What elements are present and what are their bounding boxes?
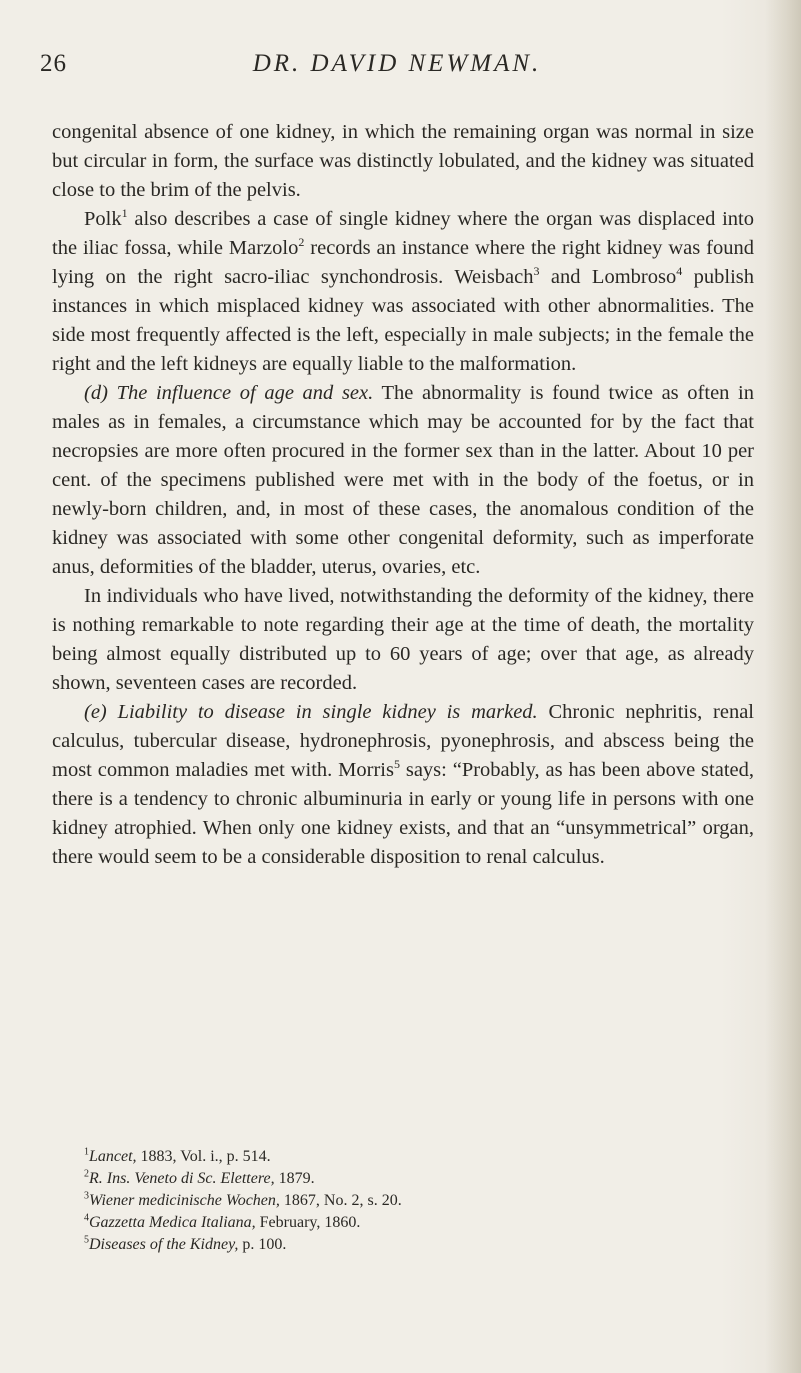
footnote-mark: 2	[84, 1168, 89, 1180]
section-heading: Liability to disease in single kidney is marked.	[117, 701, 538, 723]
paragraph	[52, 379, 754, 582]
footnote-text: p. 100.	[238, 1236, 287, 1253]
footnote-ref: 1	[121, 206, 128, 221]
footnotes	[84, 1146, 744, 1256]
paragraph-text: congenital absence of one kidney, in which the remaining organ was normal in size but circular in form, the surface was distinctly lobulated, and the kidney was situated close to the brim of the pelvis.	[52, 121, 754, 201]
footnote	[84, 1190, 744, 1212]
page-edge-shadow	[765, 0, 801, 1373]
text-run: publish instances in which misplaced kidney was associated with other abnormalities. The side most frequently affected is the left, especially in male subjects; in the female the right and the left kidneys are equally liable to the malformation.	[52, 266, 754, 375]
page-number: 26	[40, 50, 67, 77]
footnote-title: Lancet,	[89, 1148, 137, 1165]
text-run: also describes a case of single kidney where the organ was displaced into the iliac fossa, while Marzolo	[52, 208, 754, 259]
footnote-ref: 3	[533, 264, 540, 279]
text-run: and Lombroso	[539, 266, 677, 288]
paragraph	[52, 205, 754, 379]
text-run: Polk	[84, 208, 122, 230]
text-run: records an instance where the right kidney was found lying on the right sacro-iliac synchondrosis. Weisbach	[52, 237, 755, 288]
footnote-text: 1867, No. 2, s. 20.	[279, 1192, 402, 1209]
footnote-text: 1879.	[274, 1170, 315, 1187]
paragraph-text: In individuals who have lived, notwithstanding the deformity of the kidney, there is nothing remarkable to note regarding their age at the time of death, the mortality being almost equally distributed up to 60 years of age; over that age, as already shown, seventeen cases are recorded.	[52, 585, 754, 694]
paragraph	[52, 582, 754, 698]
footnote-title: Gazzetta Medica Italiana,	[89, 1214, 256, 1231]
paragraph	[52, 698, 754, 872]
text-run: Chronic nephritis, renal calculus, tubercular disease, hydronephrosis, pyonephrosis, and abscess being the most common maladies met with. Morris	[52, 701, 754, 781]
footnote	[84, 1168, 744, 1190]
footnote-mark: 3	[84, 1190, 89, 1202]
text-run: says: “Probably, as has been above stated, there is a tendency to chronic albuminuria in early or young life in persons with one kidney atrophied. When only one kidney exists, and that an “unsymmetrical” organ, there would seem to be a considerable disposition to renal calculus.	[52, 759, 754, 868]
footnote-ref: 4	[676, 264, 683, 279]
footnote-title: R. Ins. Veneto di Sc. Elettere,	[89, 1170, 275, 1187]
footnote-title: Diseases of the Kidney,	[89, 1236, 239, 1253]
footnote-ref: 5	[393, 757, 400, 772]
paragraph	[52, 118, 754, 205]
paragraph-text: The abnormality is found twice as often in males as in females, a circumstance which may be accounted for by the fact that necropsies are more often procured in the former sex than in the latter. About 10 per cent. of the specimens published were met with in the body of the foetus, or in newly-born children, and, in most of these cases, the anomalous condition of the kidney was associated with some other congenital deformity, such as imperforate anus, deformities of the bladder, uterus, ovaries, etc.	[52, 382, 755, 578]
section-heading: The influence of age and sex.	[116, 382, 374, 404]
footnote-title: Wiener medicinische Wochen,	[89, 1192, 280, 1209]
footnote	[84, 1146, 744, 1168]
footnote-mark: 5	[84, 1234, 89, 1246]
page-header	[40, 50, 754, 90]
footnote	[84, 1212, 744, 1234]
footnote-mark: 4	[84, 1212, 89, 1224]
footnote-text: 1883, Vol. i., p. 514.	[136, 1148, 271, 1165]
section-label: (d)	[84, 382, 108, 404]
footnote-text: February, 1860.	[255, 1214, 361, 1231]
footnote-ref: 2	[298, 235, 305, 250]
running-head: DR. DAVID NEWMAN.	[252, 50, 542, 77]
section-label: (e)	[84, 701, 107, 723]
footnote	[84, 1234, 744, 1256]
footnote-mark: 1	[84, 1146, 89, 1158]
body-text	[52, 118, 754, 872]
